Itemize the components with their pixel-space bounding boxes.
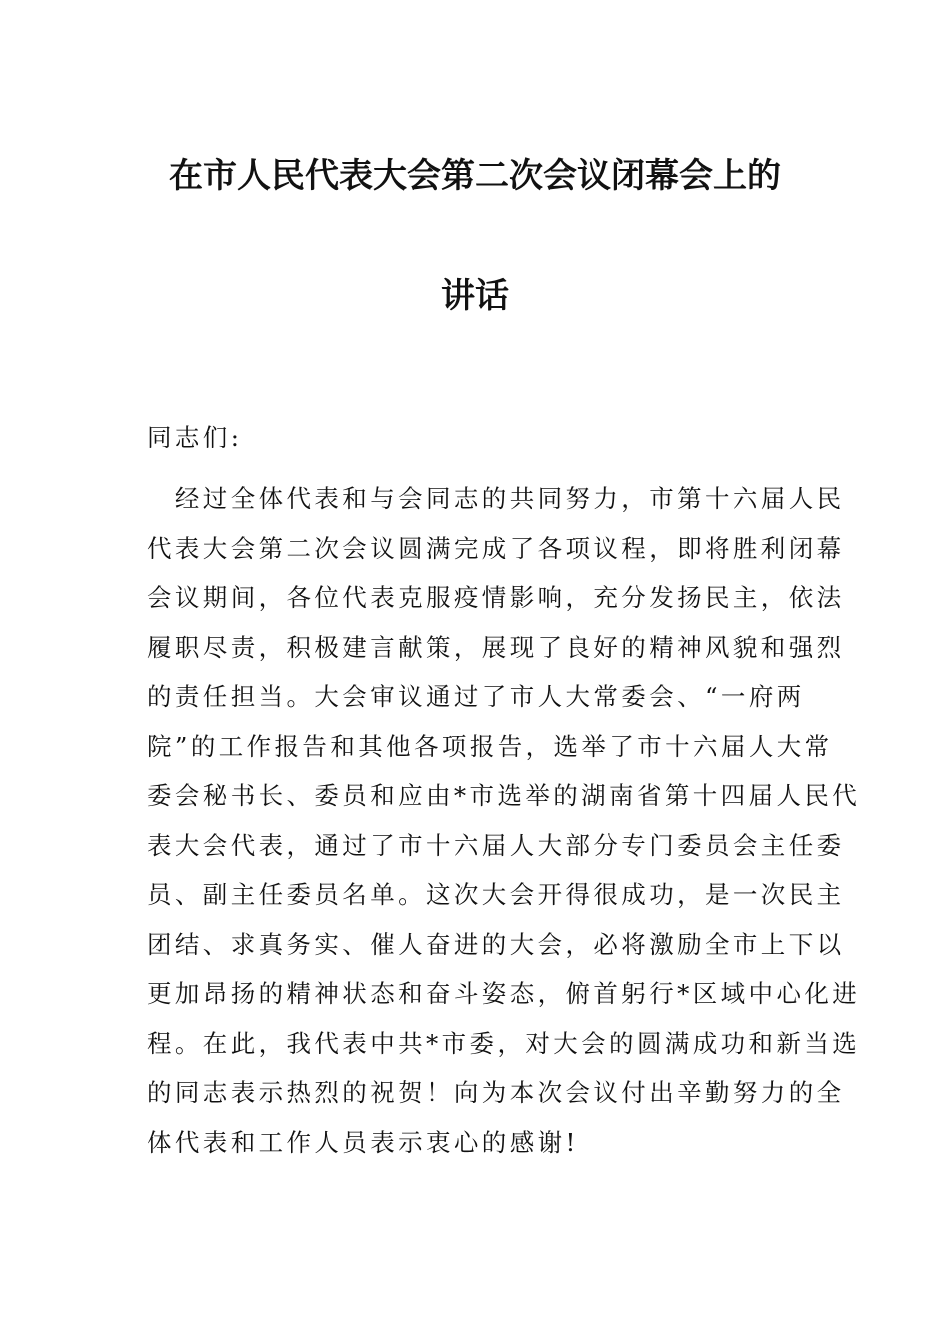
paragraph-line: 经过全体代表和与会同志的共同努力，市第十六届人民	[147, 484, 845, 513]
body-paragraph	[147, 474, 861, 1167]
paragraph-line: 体代表和工作人员表示衷心的感谢!	[147, 1127, 579, 1157]
paragraph-line: 代表大会第二次会议圆满完成了各项议程，即将胜利闭幕	[147, 533, 845, 563]
paragraph-line: 会议期间，各位代表克服疫情影响，充分发扬民主，依法	[147, 583, 845, 612]
paragraph-line: 员、副主任委员名单。这次大会开得很成功，是一次民主	[147, 880, 845, 909]
paragraph-line: 履职尽责，积极建言献策，展现了良好的精神风貌和强烈	[147, 632, 845, 662]
paragraph-line: 更加昂扬的精神状态和奋斗姿态，俯首躬行*区域中心化进	[147, 979, 861, 1008]
paragraph-line: 表大会代表，通过了市十六届人大部分专门委员会主任委	[147, 830, 845, 860]
paragraph-line: 团结、求真务实、催人奋进的大会，必将激励全市上下以	[147, 929, 845, 959]
paragraph-line: 程。在此，我代表中共*市委，对大会的圆满成功和新当选	[147, 1028, 861, 1058]
document-title-line-1: 在市人民代表大会第二次会议闭幕会上的	[169, 156, 781, 196]
paragraph-line: 院”的工作报告和其他各项报告，选举了市十六届人大常	[147, 731, 833, 761]
paragraph-line: 的同志表示热烈的祝贺！向为本次会议付出辛勤努力的全	[147, 1078, 845, 1107]
salutation: 同志们:	[147, 423, 243, 452]
paragraph-line: 的责任担当。大会审议通过了市人大常委会、“一府两	[147, 682, 805, 711]
document-title-line-2: 讲话	[441, 276, 509, 316]
paragraph-line: 委会秘书长、委员和应由*市选举的湖南省第十四届人民代	[147, 781, 861, 810]
